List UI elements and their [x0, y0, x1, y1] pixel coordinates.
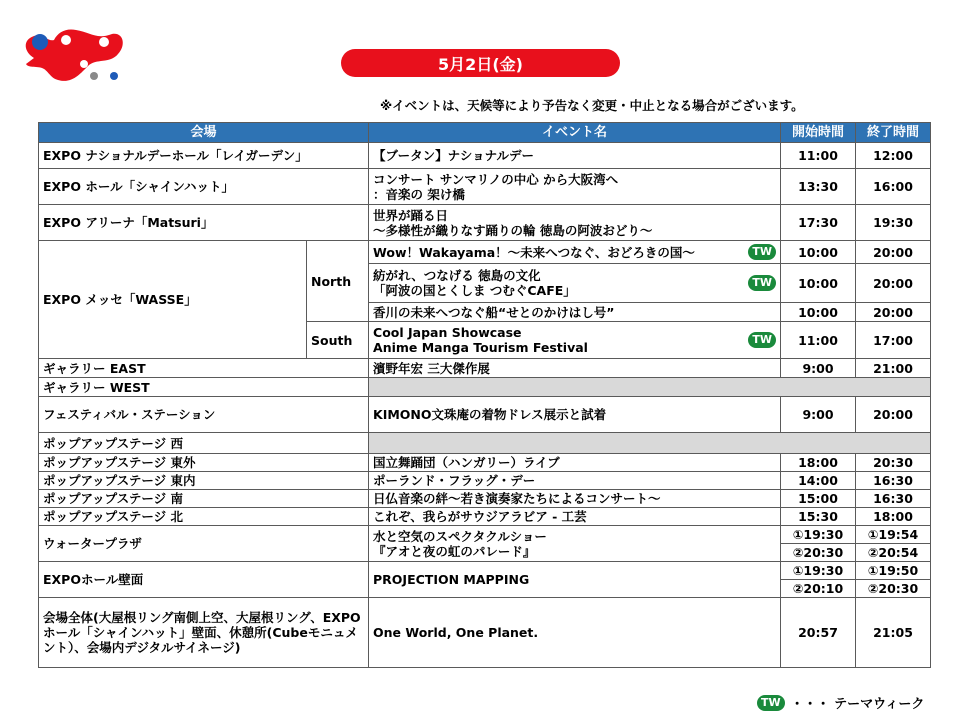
- event-cell: KIMONO文珠庵の着物ドレス展示と試着: [369, 397, 781, 433]
- start-time: ①19:30: [781, 562, 856, 580]
- table-row: [39, 397, 931, 433]
- event-cell: 香川の未来へつなぐ船“せとのかけはし号”: [369, 303, 781, 322]
- end-time: 21:00: [856, 359, 931, 378]
- theme-week-badge: TW: [748, 332, 776, 348]
- event-cell: ポーランド・フラッグ・デー: [369, 472, 781, 490]
- event-cell: 日仏音楽の絆～若き演奏家たちによるコンサート～: [369, 490, 781, 508]
- end-time: 16:30: [856, 472, 931, 490]
- venue-cell: EXPO メッセ「WASSE」: [39, 241, 307, 359]
- header-event: イベント名: [369, 123, 781, 143]
- start-time: ②20:10: [781, 580, 856, 598]
- event-cell: コンサート サンマリノの中心 から大阪湾へ ：音楽の 架け橋: [369, 169, 781, 205]
- theme-week-badge: TW: [757, 695, 785, 711]
- venue-cell: フェスティバル・ステーション: [39, 397, 369, 433]
- event-cell: One World, One Planet.: [369, 598, 781, 668]
- event-title: Wow！Wakayama！～未来へつなぐ、おどろきの国～: [373, 244, 695, 260]
- date-banner: 5月2日(金): [341, 49, 620, 77]
- event-cell: 濱野年宏 三大傑作展: [369, 359, 781, 378]
- end-time: 20:00: [856, 241, 931, 264]
- start-time: 9:00: [781, 397, 856, 433]
- event-cell: [369, 241, 781, 264]
- no-event-cell: [369, 378, 931, 397]
- legend-text: ・・・ テーマウィーク: [790, 697, 925, 712]
- table-row: [39, 205, 931, 241]
- start-time: 14:00: [781, 472, 856, 490]
- venue-cell: ポップアップステージ 北: [39, 508, 369, 526]
- table-row: [39, 169, 931, 205]
- table-row: [39, 508, 931, 526]
- start-time: ②20:30: [781, 544, 856, 562]
- venue-cell: EXPO アリーナ「Matsuri」: [39, 205, 369, 241]
- start-time: 15:00: [781, 490, 856, 508]
- event-cell: 国立舞踊団（ハンガリー）ライブ: [369, 454, 781, 472]
- end-time: ②20:54: [856, 544, 931, 562]
- table-row: [39, 598, 931, 668]
- end-time: 20:00: [856, 303, 931, 322]
- zone-north-label: North: [307, 241, 369, 322]
- start-time: ①19:30: [781, 526, 856, 544]
- event-cell: 世界が踊る日 ～多様性が織りなす踊りの輪 徳島の阿波おどり～: [369, 205, 781, 241]
- legend: [757, 693, 924, 712]
- end-time: 20:00: [856, 264, 931, 303]
- venue-cell: ポップアップステージ 東内: [39, 472, 369, 490]
- event-cell: これぞ、我らがサウジアラビア - 工芸: [369, 508, 781, 526]
- end-time: 12:00: [856, 143, 931, 169]
- table-row: [39, 490, 931, 508]
- start-time: 18:00: [781, 454, 856, 472]
- start-time: 10:00: [781, 241, 856, 264]
- event-title: 紡がれ、つなげる 徳島の文化 「阿波の国とくしま つむぐCAFE」: [373, 268, 576, 298]
- venue-cell: ウォータープラザ: [39, 526, 369, 562]
- venue-cell: 会場全体(大屋根リング南側上空、大屋根リング、EXPO ホール「シャインハット」壁面、休憩所(Cubeモニュメント）、会場内デジタルサイネージ): [39, 598, 369, 668]
- event-cell: PROJECTION MAPPING: [369, 562, 781, 598]
- end-time: 21:05: [856, 598, 931, 668]
- event-title: Cool Japan Showcase Anime Manga Tourism Festival: [373, 325, 588, 355]
- end-time: ①19:54: [856, 526, 931, 544]
- end-time: 20:30: [856, 454, 931, 472]
- start-time: 9:00: [781, 359, 856, 378]
- venue-cell: ギャラリー EAST: [39, 359, 369, 378]
- venue-cell: EXPO ナショナルデーホール「レイガーデン」: [39, 143, 369, 169]
- zone-south-label: South: [307, 322, 369, 359]
- end-time: 16:00: [856, 169, 931, 205]
- schedule-table: [38, 122, 931, 668]
- start-time: 11:00: [781, 143, 856, 169]
- event-cell: 【ブータン】ナショナルデー: [369, 143, 781, 169]
- venue-cell: EXPO ホール「シャインハット」: [39, 169, 369, 205]
- table-row: [39, 143, 931, 169]
- start-time: 11:00: [781, 322, 856, 359]
- end-time: 18:00: [856, 508, 931, 526]
- end-time: 19:30: [856, 205, 931, 241]
- theme-week-badge: TW: [748, 275, 776, 291]
- table-row: [39, 454, 931, 472]
- venue-cell: EXPOホール壁面: [39, 562, 369, 598]
- end-time: 20:00: [856, 397, 931, 433]
- table-row: [39, 472, 931, 490]
- table-row: [39, 562, 931, 580]
- expo-logo-icon: [14, 24, 126, 88]
- table-row: [39, 433, 931, 454]
- end-time: 16:30: [856, 490, 931, 508]
- end-time: ①19:50: [856, 562, 931, 580]
- start-time: 10:00: [781, 303, 856, 322]
- event-cell: 水と空気のスペクタクルショー 『アオと夜の虹のパレード』: [369, 526, 781, 562]
- start-time: 20:57: [781, 598, 856, 668]
- start-time: 15:30: [781, 508, 856, 526]
- end-time: 17:00: [856, 322, 931, 359]
- table-row: [39, 378, 931, 397]
- table-row: [39, 241, 931, 264]
- venue-cell: ギャラリー WEST: [39, 378, 369, 397]
- table-row: [39, 526, 931, 544]
- theme-week-badge: TW: [748, 244, 776, 260]
- start-time: 17:30: [781, 205, 856, 241]
- table-header-row: [39, 123, 931, 143]
- header-start: 開始時間: [781, 123, 856, 143]
- no-event-cell: [369, 433, 931, 454]
- venue-cell: ポップアップステージ 東外: [39, 454, 369, 472]
- header-venue: 会場: [39, 123, 369, 143]
- start-time: 10:00: [781, 264, 856, 303]
- venue-cell: ポップアップステージ 西: [39, 433, 369, 454]
- venue-cell: ポップアップステージ 南: [39, 490, 369, 508]
- start-time: 13:30: [781, 169, 856, 205]
- event-cell: [369, 322, 781, 359]
- end-time: ②20:30: [856, 580, 931, 598]
- notice-text: ※イベントは、天候等により予告なく変更・中止となる場合がございます。: [380, 98, 804, 113]
- table-row: [39, 359, 931, 378]
- event-cell: [369, 264, 781, 303]
- header-end: 終了時間: [856, 123, 931, 143]
